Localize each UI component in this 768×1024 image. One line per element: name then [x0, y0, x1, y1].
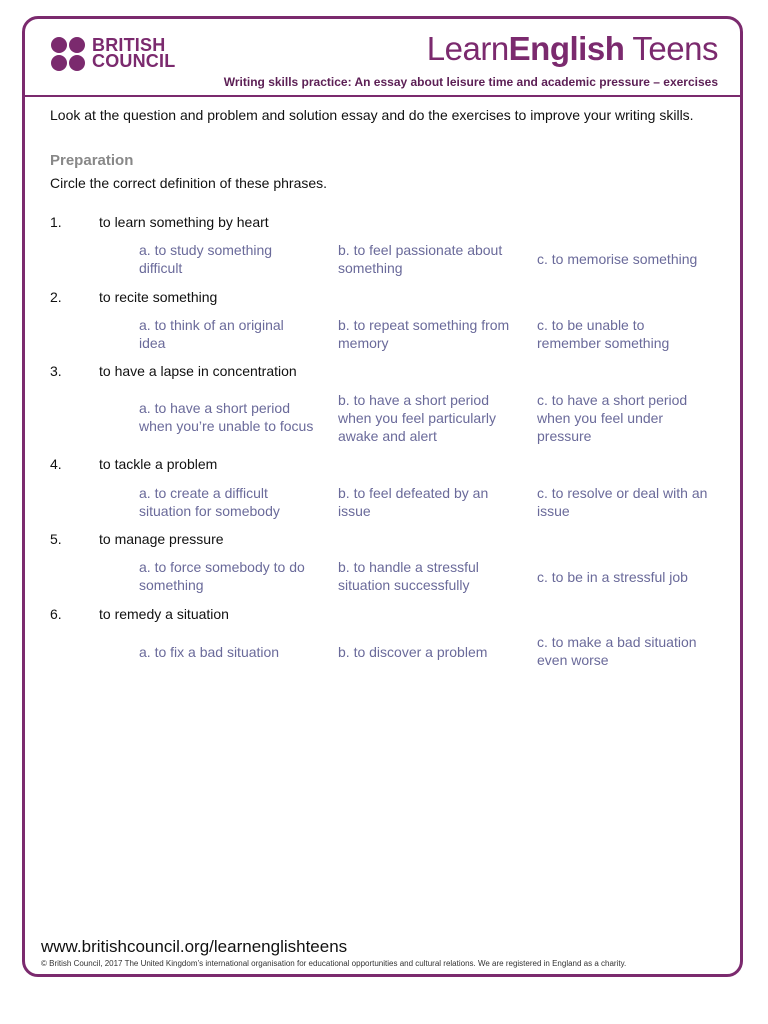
title-english: English: [508, 30, 625, 67]
question-number: 1.: [50, 214, 62, 230]
question-phrase: to tackle a problem: [99, 456, 218, 472]
q3-option-c[interactable]: c. to have a short period when you feel under pressure: [537, 392, 688, 444]
question-number: 3.: [50, 363, 62, 379]
footer-url[interactable]: www.britishcouncil.org/learnenglishteens: [41, 937, 348, 956]
preparation-instruction: Circle the correct definition of these phrases.: [50, 175, 328, 191]
question-phrase: to learn something by heart: [99, 214, 269, 230]
q5-option-a[interactable]: a. to force somebody to do something: [139, 559, 305, 593]
footer-copyright: © British Council, 2017 The United Kingdom’s international organisation for educational opportunities and cultural relations. We are registered in England as a charity.: [41, 959, 627, 968]
q1-option-c[interactable]: c. to memorise something: [537, 251, 698, 267]
question-phrase: to remedy a situation: [99, 606, 229, 622]
brand-line-1: BRITISH: [92, 35, 166, 55]
q2-option-a[interactable]: a. to think of an original idea: [139, 317, 284, 351]
title-learn: Learn: [426, 30, 509, 67]
q6-option-a[interactable]: a. to fix a bad situation: [139, 644, 280, 660]
q1-option-a[interactable]: a. to study something difficult: [139, 242, 273, 276]
q4-option-c[interactable]: c. to resolve or deal with an issue: [537, 485, 708, 519]
q5-option-c[interactable]: c. to be in a stressful job: [537, 569, 688, 585]
q3-option-a[interactable]: a. to have a short period when you’re unable to focus: [139, 400, 314, 434]
q6-option-c[interactable]: c. to make a bad situation even worse: [537, 634, 697, 668]
header-divider: [24, 95, 741, 97]
brand-line-2: COUNCIL: [92, 51, 176, 71]
q3-option-b[interactable]: b. to have a short period when you feel particularly awake and alert: [338, 392, 496, 444]
brand-name: [92, 37, 202, 69]
preparation-heading: Preparation: [50, 152, 134, 169]
question-number: 2.: [50, 289, 62, 305]
q5-option-b[interactable]: b. to handle a stressful situation successfully: [338, 559, 479, 593]
learnenglish-teens-title: [427, 30, 718, 68]
question-phrase: to have a lapse in concentration: [99, 363, 297, 379]
worksheet-subtitle: Writing skills practice: An essay about leisure time and academic pressure – exercises: [223, 75, 718, 89]
q4-option-b[interactable]: b. to feel defeated by an issue: [338, 485, 489, 519]
question-number: 5.: [50, 531, 62, 547]
title-teens: Teens: [624, 30, 718, 67]
logo-dots-icon: [51, 37, 87, 73]
q2-option-b[interactable]: b. to repeat something from memory: [338, 317, 510, 351]
q1-option-b[interactable]: b. to feel passionate about something: [338, 242, 503, 276]
question-number: 6.: [50, 606, 62, 622]
q2-option-c[interactable]: c. to be unable to remember something: [537, 317, 670, 351]
q6-option-b[interactable]: b. to discover a problem: [338, 644, 488, 660]
question-number: 4.: [50, 456, 62, 472]
q4-option-a[interactable]: a. to create a difficult situation for somebody: [139, 485, 280, 519]
question-phrase: to manage pressure: [99, 531, 224, 547]
intro-text: Look at the question and problem and solution essay and do the exercises to improve your writing skills.: [50, 107, 694, 123]
question-phrase: to recite something: [99, 289, 218, 305]
